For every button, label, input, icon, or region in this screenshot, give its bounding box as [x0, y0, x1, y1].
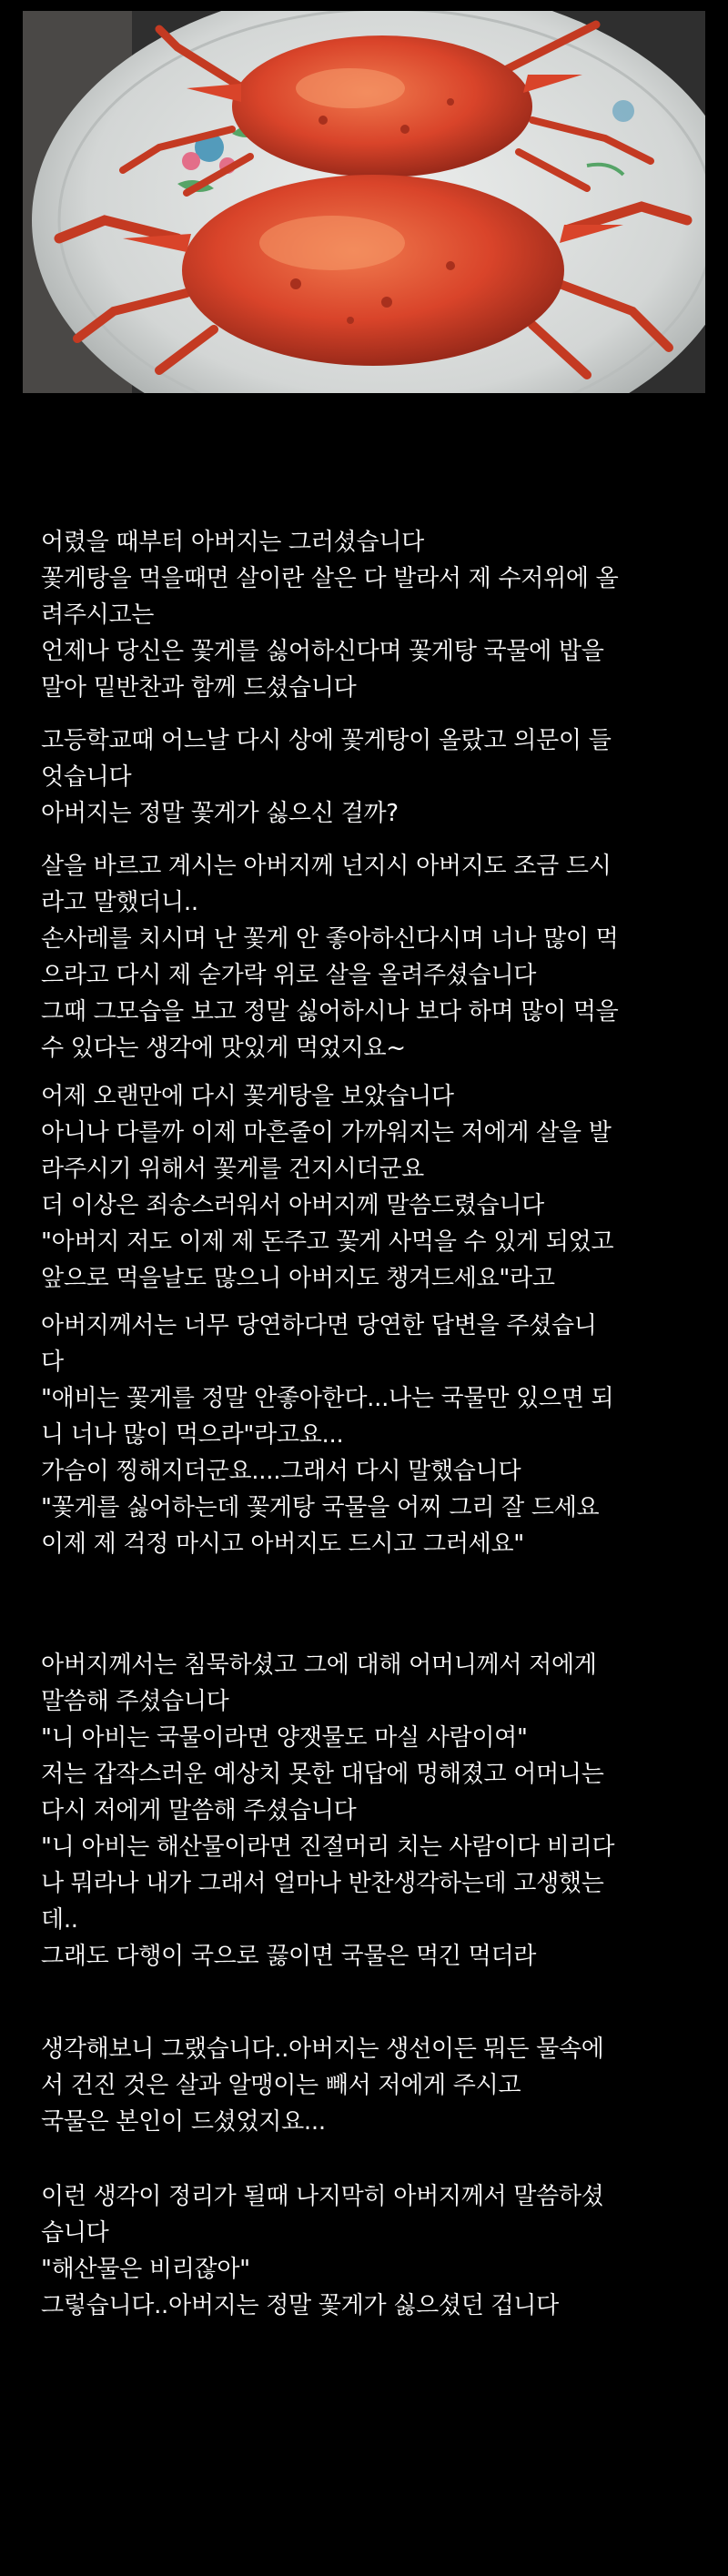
story-line: 살을 바르고 계시는 아버지께 넌지시 아버지도 조금 드시: [41, 853, 612, 880]
story-line: 아버지는 정말 꽃게가 싫으신 걸까?: [41, 800, 399, 827]
story-line: 국물은 본인이 드셨었지요...: [41, 2108, 326, 2136]
story-line: "니 아비는 해산물이라면 진절머리 치는 사람이다 비리다: [41, 1834, 615, 1861]
story-paragraph: [41, 2178, 687, 2324]
story-line: 라고 말했더니..: [41, 889, 198, 916]
story-line: 그래도 다행이 국으로 끓이면 국물은 먹긴 먹더라: [41, 1943, 537, 1970]
story-paragraph: [41, 1647, 687, 1975]
story-line: 손사레를 치시며 난 꽃게 안 좋아하신다시며 너나 많이 먹: [41, 925, 619, 953]
story-line: 그때 그모습을 보고 정말 싫어하시나 보다 하며 많이 먹을: [41, 998, 619, 1025]
story-line: "꽃게를 싫어하는데 꽃게탕 국물을 어찌 그리 잘 드세요: [41, 1494, 600, 1521]
story-line: 다시 저에게 말씀해 주셨습니다: [41, 1797, 357, 1824]
story-line: 앞으로 먹을날도 많으니 아버지도 챙겨드세요"라고: [41, 1265, 555, 1292]
story-line: "니 아비는 국물이라면 양잿물도 마실 사람이여": [41, 1724, 528, 1752]
story-line: 니 너나 많이 먹으라"라고요...: [41, 1421, 344, 1449]
story-line: 이제 제 걱정 마시고 아버지도 드시고 그러세요": [41, 1530, 524, 1558]
story-line: 엇습니다: [41, 763, 132, 791]
story-line: 가슴이 찡해지더군요....그래서 다시 말했습니다: [41, 1458, 521, 1485]
story-line: 이런 생각이 정리가 될때 나지막히 아버지께서 말씀하셨: [41, 2183, 604, 2210]
story-line: 수 있다는 생각에 맛있게 먹었지요~: [41, 1035, 406, 1062]
story-line: "애비는 꽃게를 정말 안좋아한다...나는 국물만 있으면 되: [41, 1385, 614, 1412]
story-line: 말아 밑반찬과 함께 드셨습니다: [41, 674, 357, 702]
story-line: 어제 오랜만에 다시 꽃게탕을 보았습니다: [41, 1083, 454, 1110]
crab-photo: [23, 11, 705, 393]
story-paragraph: [41, 2031, 687, 2140]
story-line: 그렇습니다..아버지는 정말 꽃게가 싫으셨던 겁니다: [41, 2292, 559, 2319]
story-line: 더 이상은 죄송스러워서 아버지께 말씀드렸습니다: [41, 1192, 544, 1219]
story-line: 아버지께서는 너무 당연하다면 당연한 답변을 주셨습니: [41, 1312, 597, 1339]
story-line: 고등학교때 어느날 다시 상에 꽃게탕이 올랐고 의문이 들: [41, 727, 612, 754]
story-line: 서 건진 것은 살과 알맹이는 빼서 저에게 주시고: [41, 2072, 521, 2099]
story-paragraph: [41, 848, 687, 1066]
story-line: 라주시기 위해서 꽃게를 건지시더군요: [41, 1156, 424, 1183]
story-paragraph: [41, 722, 687, 832]
story-line: 생각해보니 그랬습니다..아버지는 생선이든 뭐든 물속에: [41, 2036, 604, 2063]
story-line: 저는 갑작스러운 예상치 못한 대답에 멍해졌고 어머니는: [41, 1761, 604, 1788]
story-line: "아버지 저도 이제 제 돈주고 꽃게 사먹을 수 있게 되었고: [41, 1228, 614, 1256]
story-line: 려주시고는: [41, 601, 155, 629]
story-text: [0, 393, 728, 2576]
story-paragraph: [41, 1308, 687, 1562]
story-paragraph: [41, 524, 687, 706]
story-line: 아버지께서는 침묵하셨고 그에 대해 어머니께서 저에게: [41, 1652, 597, 1679]
story-line: 습니다: [41, 2219, 109, 2247]
story-paragraph: [41, 1078, 687, 1297]
story-line: 꽃게탕을 먹을때면 살이란 살은 다 발라서 제 수저위에 올: [41, 565, 619, 592]
story-line: 나 뭐라나 내가 그래서 얼마나 반찬생각하는데 고생했는: [41, 1870, 604, 1897]
story-line: 말씀해 주셨습니다: [41, 1688, 229, 1715]
story-line: 데..: [41, 1906, 78, 1934]
story-line: 다: [41, 1349, 64, 1376]
story-line: "해산물은 비리잖아": [41, 2256, 250, 2283]
story-line: 으라고 다시 제 숟가락 위로 살을 올려주셨습니다: [41, 962, 537, 989]
story-line: 아니나 다를까 이제 마흔줄이 가까워지는 저에게 살을 발: [41, 1119, 612, 1147]
crab-photo-illustration: [23, 11, 705, 393]
story-line: 언제나 당신은 꽃게를 싫어하신다며 꽃게탕 국물에 밥을: [41, 638, 604, 665]
story-line: 어렸을 때부터 아버지는 그러셨습니다: [41, 529, 424, 556]
